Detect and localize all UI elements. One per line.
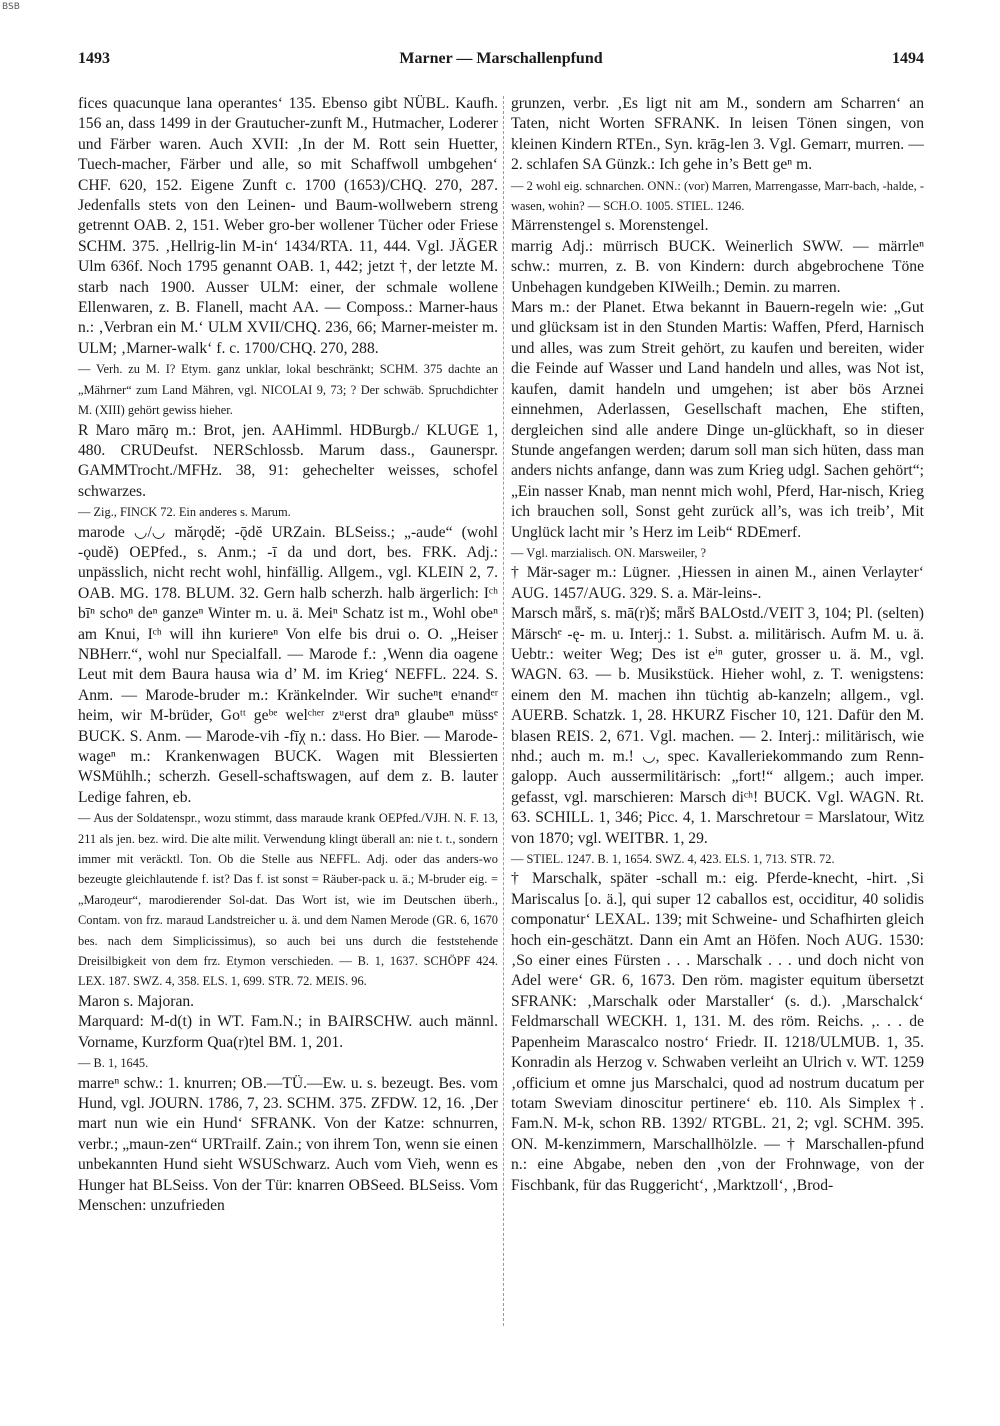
dictionary-paragraph: — Zig., FINCK 72. Ein anderes s. Marum. (78, 505, 291, 520)
dictionary-paragraph: — STIEL. 1247. B. 1, 1654. SWZ. 4, 423. ELS. 1, 713. STR. 72. (511, 852, 835, 867)
dictionary-paragraph: † Marschalk, später -schall m.: eig. Pferde-knecht, -hirt. ‚Si Mariscalus [o. ä.], qui super 12 caballos est, occiditur, 40 solidis componatur‘ LEXAL. 139; mit Schweine- und Schafhirten gleich hoch ein-geschätzt. Dann ein Amt an Höfen. Noch AUG. 1530: ‚So einer eines Fürsten . . . Marschalk . . . und doch nicht von Adel were‘ GR. 6, 1673. Den röm. magister equitum übersetzt SFRANK: ‚Marschalk oder Marstaller‘ (s. d.). ‚Marschalck‘ Feldmarschall WECKH. 1, 131. M. des röm. Reichs. ‚. . . de Papenheim Marascalco nostro‘ Friedr. II. 1218/ULMUB. 1, 35. Konradin als Herzog v. Schwaben verleiht an Ulrich v. WT. 1259 ‚officium et omne jus Marschalci, quod ad nostrum ducatum per totam Sweviam dinoscitur pertinere‘ eb. 110. Als Simplex †. Fam.N. M-k, schon RB. 1392/ RTGBL. 21, 2; vgl. SCHM. 395. ON. M-kenzimmern, Marschallhölzle. — † Marschallen-pfund n.: eine Abgabe, neben den ‚von der Frohnwage, von der Fischbank, für das Ruggericht‘, ‚Marktzoll‘, ‚Brod- (511, 870, 924, 1194)
page-number-left: 1493 (78, 50, 110, 67)
page-number-right: 1494 (892, 50, 924, 67)
dictionary-paragraph: — 2 wohl eig. schnarchen. ONN.: (vor) Marren, Marrengasse, Marr-bach, -halde, -wasen, wohin? — SCH.O. 1005. STIEL. 1246. (511, 178, 924, 214)
dictionary-paragraph: — B. 1, 1645. (78, 1056, 149, 1071)
column-divider (503, 96, 504, 1326)
dictionary-paragraph: Mars m.: der Planet. Etwa bekannt in Bauern-regeln wie: „Gut und glücksam ist in den Stunden Martis: Waffen, Pferd, Harnisch und alles, was zum Streit gehört, zu kaufen und bereiten, wider die Feinde auf Wasser und Land handeln und alles, was Not ist, kaufen, damit handeln und umgehen; ist aber bös Arznei einnehmen, Aderlassen, Gesellschaft machen, Ehe stiften, dergleichen sind alle andere Dinge un-glückhaft, so in dieser Stunde angefangen werden; darum soll man sich hüten, dass man anders nichts anfange, dann was zum Krieg udgl. Sachen gehört“; „Ein nasser Knab, man nennt mich wohl, Pferd, Har-nisch, Krieg ich brauchen soll, Sonst geht zurück all’s, was ich treib’, Mit Unglück lacht mir ’s Herz im Leib“ RDEmerf. (511, 299, 924, 541)
dictionary-paragraph: fices quacunque lana operantes‘ 135. Ebenso gibt NÜBL. Kaufh. 156 an, dass 1499 in der Grautucher-zunft M., Hutmacher, Loderer und Färber waren. Auch XVII: ‚In der M. Rott sein Huetter, Tuech-macher, Färber und alle, so mit Schaffwoll umbgehen‘ CHF. 620, 152. Eigene Zunft c. 1700 (1653)/CHQ. 270, 287. Jedenfalls stets von den Leinen- und Baum-wollwebern streng getrennt OAB. 2, 151. Weber gro-ber wollener Tücher oder Friese SCHM. 375. ‚Hellrig-lin M-in‘ 1434/RTA. 11, 444. Vgl. JÄGER Ulm 636f. Noch 1795 genannt OAB. 1, 442; jetzt †, der letzte M. starb nach 1900. Ausser ULM: einer, der schmale wollene Ellenwaren, z. B. Flanell, macht AA. — Composs.: Marner-haus n.: ‚Verbran ein M.‘ ULM XVII/CHQ. 236, 66; Marner-meister m. ULM; ‚Marner-walk‘ f. c. 1700/CHQ. 270, 288. (78, 95, 498, 357)
right-column (511, 94, 924, 1414)
dictionary-paragraph: Marquard: M-d(t) in WT. Fam.N.; in BAIRSCHW. auch männl. Vorname, Kurzform Qua(r)tel BM. 1, 201. (78, 1013, 498, 1051)
dictionary-paragraph: — Aus der Soldatenspr., wozu stimmt, dass maraude krank OEPfed./VJH. N. F. 13, 211 als jen. bez. wird. Die alte milit. Verwendung klingt überall an: nie t. t., sondern immer mit veräcktl. Ton. Ob die Stelle aus NEFFL. Adj. oder das anders-wo bezeugte gleichlautende f. ist? Das f. ist sonst = Räuber-pack u. ä.; M-bruder eig. = „Maroдeur“, marodierender Sol-dat. Das Wort ist, wie im Deutschen überh., Contam. von frz. maraud Landstreicher u. ä. und dem Namen Merode (GR. 6, 1670 bes. nach dem Simplicissimus), so auch bei uns durch die feststehende Dreisilbigkeit von dem frz. Etymon verschieden. — B. 1, 1637. SCHÖPF 424. LEX. 187. SWZ. 4, 358. ELS. 1, 699. STR. 72. MEIS. 96. (78, 811, 498, 989)
dictionary-paragraph: grunzen, verbr. ‚Es ligt nit am M., sondern am Scharren‘ an Taten, nicht Worten SFRANK. In leisen Tönen singen, von kleinen Kindern RTEn., Syn. krāg-len 3. Vgl. Gemarr, murren. — 2. schlafen SA Günzk.: Ich gehe in’s Bett geⁿ m. (511, 95, 924, 174)
running-title: Marner — Marschallenpfund (399, 50, 603, 67)
dictionary-paragraph: R Maro mārǫ m.: Brot, jen. AAHimml. HDBurgb./ KLUGE 1, 480. CRUDeufst. NERSchlossb. Marum dass., Gaunerspr. GAMMTrocht./MFHz. 38, 91: gehechelter weisses, schofel schwarzes. (78, 421, 498, 500)
page-header (78, 50, 924, 72)
dictionary-paragraph: Marsch mǟrš, s. mā(r)š; mǟrš BALOstd./VEIT 3, 104; Pl. (selten) Märschᵉ -ę- m. u. Interj.: 1. Subst. a. militärisch. Aufm M. u. ä. Uebtr.: weiter Weg; Des ist eⁱⁿ guter, grosser u. ä. M., vgl. WAGN. 63. — b. Musikstück. Hieher wohl, z. T. wenigstens: einem den M. machen ihn tüchtig ab-kanzeln; allgem., vgl. AUERB. Schatzk. 1, 28. HKURZ Fischer 10, 121. Dafür den M. blasen REIS. 2, 671. Vgl. machen. — 2. Interj.: militärisch, wie nhd.; auch m. m.! ◡, spec. Kavalleriekommando zum Renn-galopp. Auch aussermilitärisch: „fort!“ allgem.; auch imper. gefasst, vgl. marschieren: Marsch diᶜʰ! BUCK. Vgl. WAGN. Rt. 63. SCHILL. 1, 346; Picc. 4, 1. Marschretour = Marslatour, Witz von 1870; vgl. WEITBR. 1, 29. (511, 605, 924, 847)
dictionary-paragraph: marrig Adj.: mürrisch BUCK. Weinerlich SWW. — märrleⁿ schw.: murren, z. B. von Kindern: durch abgebrochene Töne Unbehagen kundgeben KIWeilh.; Demin. zu marren. (511, 237, 924, 296)
dictionary-paragraph: † Mär-sager m.: Lügner. ‚Hiessen in ainen M., ainen Verlayter‘ AUG. 1457/AUG. 329. S. a. Mär-leins-. (511, 564, 924, 602)
dictionary-paragraph: marode ◡/◡ mărǫdĕ; -ǭdĕ URZain. BLSeiss.; „-aude“ (wohl -ǫudĕ) OEPfed., s. Anm.; -ī da und dort, bes. FRK. Adj.: unpässlich, nicht recht wohl, hinfällig. Allgem., vgl. KLEIN 2, 7. OAB. MG. 178. BLUM. 32. Gern halb scherzh. halb ärgerlich: Iᶜʰ bīⁿ schoⁿ deⁿ ganzeⁿ Winter m. u. ä. Meiⁿ Schatz ist m., Wohl obeⁿ am Knui, Iᶜʰ will ihn kuriereⁿ Von elfe bis drui o. O. „Heiser NBHerr.“, wohl nur Specialfall. — Marode f.: ‚Wenn dia oagene Leut mit dem Baura hausa wia d’ M. im Krieg‘ NEFFL. 224. S. Anm. — Marode-bruder m.: Kränkelnder. Wir sucheⁿt eᶦnandᵉʳ heim, wir M-brüder, Goᵗᵗ geᵇᵉ welᶜʰᵉʳ zᵘerst draⁿ glaubeⁿ müssᵉ BUCK. S. Anm. — Marode-vih -fīχ n.: dass. Ho Bier. — Marode-wageⁿ m.: Krankenwagen BUCK. Wagen mit Blessierten WSMühlh.; scherzh. Gesell-schaftswagen, auf dem z. B. lauter Ledige fahren, eb. (78, 523, 498, 806)
dictionary-paragraph: — Vgl. marzialisch. ON. Marsweiler, ? (511, 545, 707, 560)
dictionary-paragraph: Märrenstengel s. Morenstengel. (511, 217, 709, 235)
left-column (78, 94, 498, 1414)
dictionary-paragraph: marreⁿ schw.: 1. knurren; OB.—TÜ.—Ew. u. s. bezeugt. Bes. vom Hund, vgl. JOURN. 1786, 7, 23. SCHM. 375. ZFDW. 12, 16. ‚Der mart nun wie ein Hund‘ SFRANK. Von der Katze: schnurren, verbr.; „maun-zen“ URTrailf. Zain.; von ihrem Ton, wenn sie einen unbekannten Hund sieht WSUSchwarz. Auch vom Vieh, wenn es Hunger hat BLSeiss. Von der Tür: knarren OBSeed. BLSeiss. Vom Menschen: unzufrieden (78, 1074, 498, 1214)
dictionary-paragraph: Maron s. Majoran. (78, 992, 195, 1010)
dictionary-paragraph: — Verh. zu M. I? Etym. ganz unklar, lokal beschränkt; SCHM. 375 dachte an „Mährner“ zum Land Mähren, vgl. NICOLAI 9, 73; ? Der schwäb. Spruchdichter M. (XIII) gehört gewiss hieher. (78, 362, 498, 418)
library-watermark: BSB (2, 2, 20, 12)
